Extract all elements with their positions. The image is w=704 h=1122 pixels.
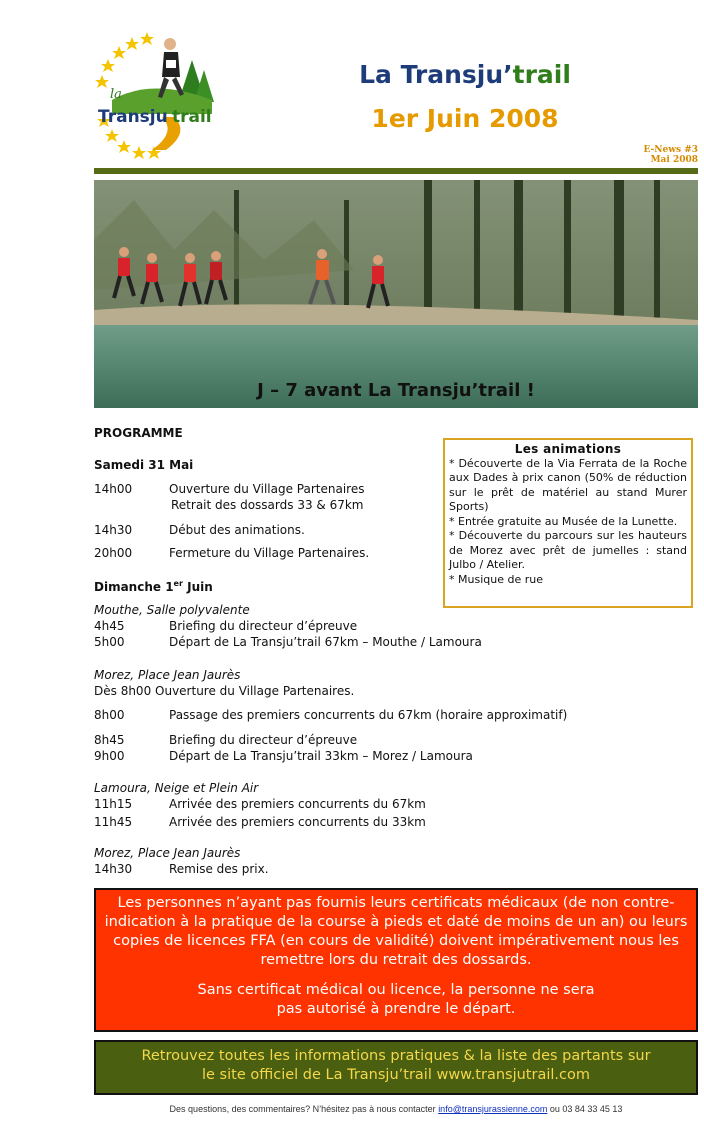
- medical-certificate-notice: [94, 888, 698, 1032]
- schedule-time: 8h00: [94, 708, 125, 722]
- schedule-time: 14h00: [94, 482, 133, 496]
- transjutrail-logo: [92, 22, 222, 162]
- schedule-desc: Arrivée des premiers concurrents du 67km: [169, 797, 426, 811]
- trail-runners-photo: [94, 180, 698, 408]
- schedule-time: 9h00: [94, 749, 125, 763]
- schedule-desc: Départ de La Transju’trail 33km – Morez / Lamoura: [169, 749, 473, 763]
- footer-text: Des questions, des commentaires? N’hésitez pas à nous contacter: [169, 1104, 439, 1114]
- svg-text:Transju: Transju: [98, 107, 168, 127]
- title-suffix: trail: [512, 60, 571, 89]
- website-info-box: [94, 1040, 698, 1095]
- contact-email-link[interactable]: info@transjurassienne.com: [438, 1104, 548, 1114]
- footer-phone: ou 03 84 33 45 13: [547, 1104, 623, 1114]
- title-prefix: La Transju’: [359, 60, 513, 89]
- location-morez: Morez, Place Jean Jaurès: [94, 668, 241, 682]
- schedule-time: 8h45: [94, 733, 125, 747]
- footer-contact: [94, 1104, 698, 1114]
- schedule-desc: Départ de La Transju’trail 67km – Mouthe / Lamoura: [169, 635, 482, 649]
- animation-item: * Entrée gratuite au Musée de la Lunette.: [449, 514, 678, 528]
- schedule-desc: Remise des prix.: [169, 862, 269, 876]
- animations-heading: Les animations: [514, 442, 622, 456]
- event-date: 1er Juin 2008: [371, 104, 559, 133]
- info-line: Retrouvez toutes les informations pratiques & la liste des partants sur: [141, 1048, 651, 1064]
- schedule-time: 4h45: [94, 619, 125, 633]
- header-rule: [94, 168, 698, 174]
- schedule-time: 14h30: [94, 862, 133, 876]
- schedule-time: 14h30: [94, 523, 133, 537]
- schedule-desc: Briefing du directeur d’épreuve: [169, 733, 358, 747]
- schedule-desc: Début des animations.: [169, 523, 305, 537]
- sunday-heading: [94, 579, 213, 594]
- location-lamoura: Lamoura, Neige et Plein Air: [94, 781, 259, 795]
- countdown-banner: J – 7 avant La Transju’trail !: [257, 380, 535, 401]
- info-line: le site officiel de La Transju’trail www.transjutrail.com: [202, 1067, 590, 1083]
- location-mouthe: Mouthe, Salle polyvalente: [94, 603, 250, 617]
- schedule-desc: Retrait des dossards 33 & 67km: [171, 498, 364, 512]
- schedule-desc: Fermeture du Village Partenaires.: [169, 546, 370, 560]
- schedule-time: 11h15: [94, 797, 133, 811]
- svg-text:la: la: [110, 87, 122, 102]
- schedule-desc: Passage des premiers concurrents du 67km (horaire approximatif): [169, 708, 568, 722]
- schedule-time: 11h45: [94, 815, 133, 829]
- page-title: [300, 60, 630, 89]
- saturday-heading: Samedi 31 Mai: [94, 458, 194, 472]
- schedule-desc: Ouverture du Village Partenaires: [169, 482, 365, 496]
- svg-text:trail: trail: [172, 107, 212, 127]
- schedule-desc: Arrivée des premiers concurrents du 33km: [169, 815, 426, 829]
- sunday-day: Dimanche 1: [94, 580, 174, 594]
- enews-date: Mai 2008: [650, 155, 698, 165]
- notice-warning-line: pas autorisé à prendre le départ.: [276, 1001, 516, 1017]
- schedule-time: 20h00: [94, 546, 133, 560]
- schedule-desc: Briefing du directeur d’épreuve: [169, 619, 358, 633]
- sunday-day-sup: er: [173, 579, 183, 588]
- animations-box: [443, 438, 693, 608]
- enews-number: E-News #3: [643, 145, 698, 155]
- animation-item: * Découverte du parcours sur les hauteurs de Morez avec prêt de jumelles : stand Julbo / Atelier.: [449, 529, 687, 571]
- notice-paragraph: Les personnes n’ayant pas fournis leurs certificats médicaux (de non contre-indication à la pratique de la course à pieds et daté de moins de un an) ou leurs copies de licences FFA (en cours de validité) doivent impérativement nous les remettre lors du retrait des dossards.: [104, 895, 688, 968]
- animation-item: * Musique de rue: [449, 572, 543, 586]
- notice-warning-line: Sans certificat médical ou licence, la personne ne sera: [197, 982, 595, 998]
- sunday-day-suffix: Juin: [182, 580, 213, 594]
- location-morez-2: Morez, Place Jean Jaurès: [94, 846, 241, 860]
- animation-item: * Découverte de la Via Ferrata de la Roche aux Dades à prix canon (50% de réduction sur le prêt de matériel au stand Murer Sports): [449, 456, 687, 513]
- schedule-time: 5h00: [94, 635, 125, 649]
- schedule-line: Dès 8h00 Ouverture du Village Partenaires.: [94, 684, 355, 698]
- enews-label: [644, 145, 698, 165]
- programme-heading: PROGRAMME: [94, 426, 183, 440]
